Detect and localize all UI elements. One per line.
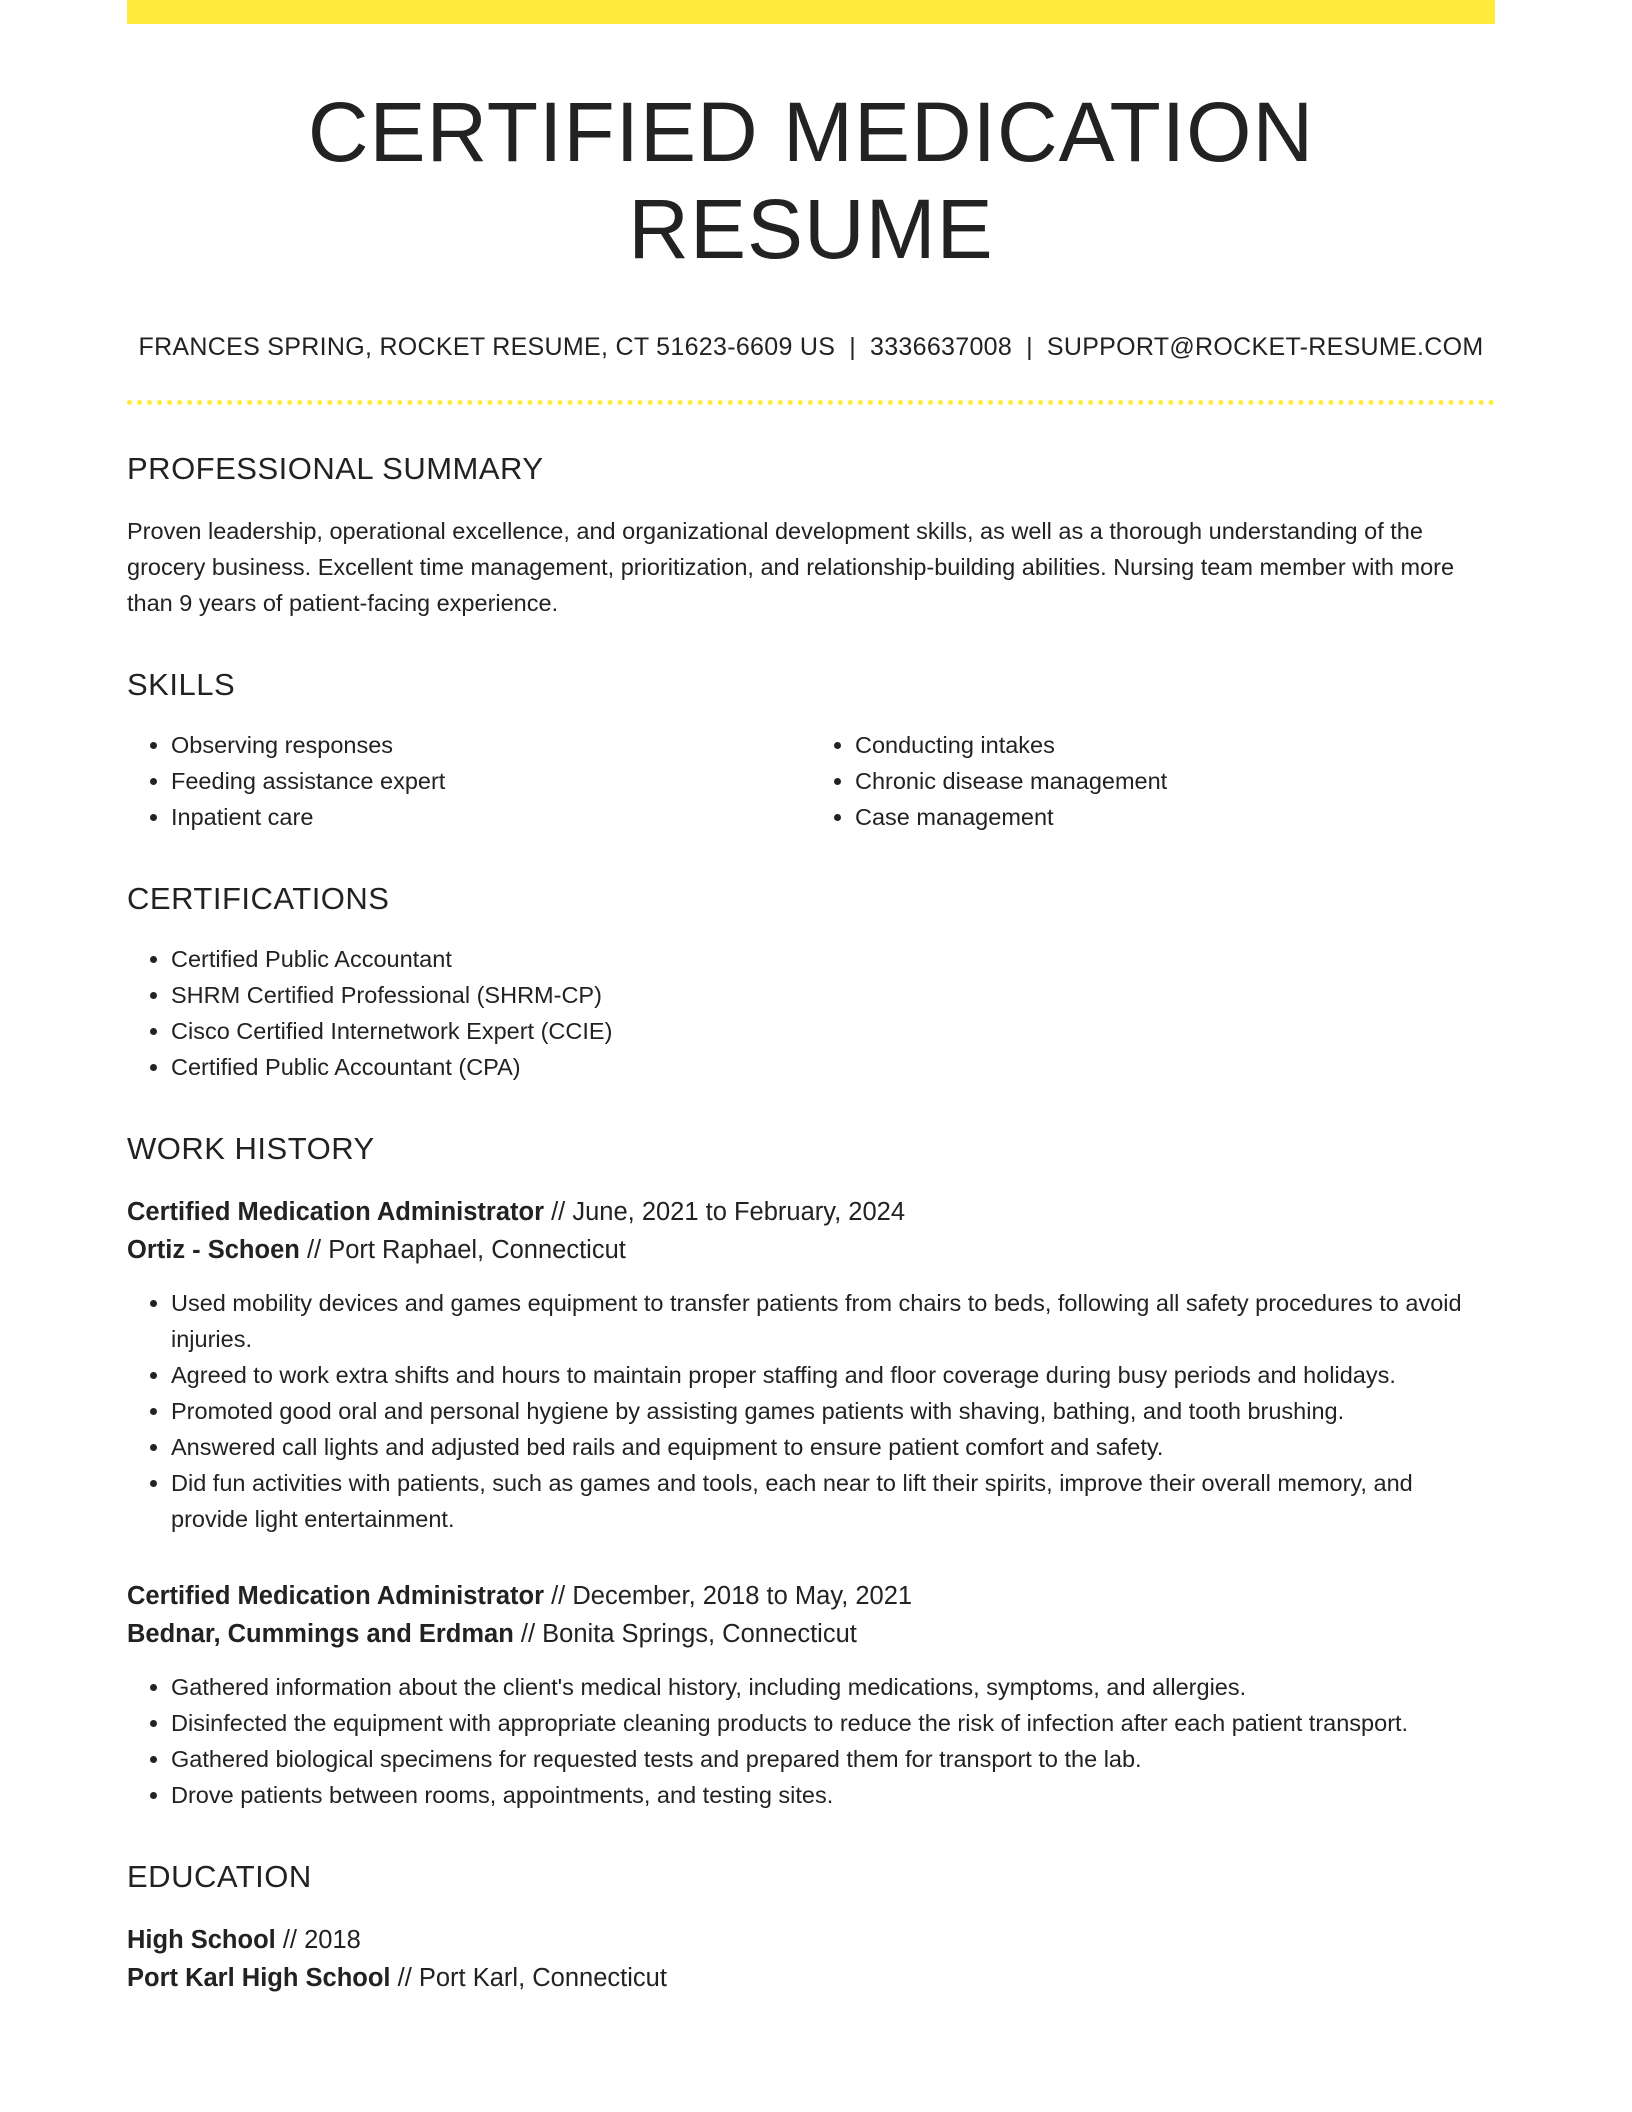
skill-item: • Conducting intakes <box>855 727 1495 763</box>
job-title: Certified Medication Administrator <box>127 1582 545 1611</box>
resume-title: CERTIFIED MEDICATION RESUME <box>307 85 1315 276</box>
contact-email: SUPPORT@ROCKET-RESUME.COM <box>1046 333 1484 362</box>
job-title-line <box>127 1193 1495 1231</box>
section-heading: PROFESSIONAL SUMMARY <box>127 451 544 487</box>
job-dates: // June, 2021 to February, 2024 <box>544 1198 906 1227</box>
skill-item: • Chronic disease management <box>855 763 1495 799</box>
work-history-section <box>127 1131 1495 1813</box>
education-degree: High School <box>127 1926 276 1955</box>
education-school: Port Karl High School <box>127 1964 391 1993</box>
top-accent-bar <box>127 0 1495 24</box>
job-bullet: • Disinfected the equipment with appropriate cleaning products to reduce the risk of infection after each patient transport. <box>171 1705 1495 1741</box>
professional-summary-section <box>127 451 1495 621</box>
job-bullet: • Drove patients between rooms, appointments, and testing sites. <box>171 1777 1495 1813</box>
job-title: Certified Medication Administrator <box>127 1198 545 1227</box>
job-company: Bednar, Cummings and Erdman <box>127 1620 514 1649</box>
skills-grid <box>127 727 1495 835</box>
education-location: // Port Karl, Connecticut <box>390 1964 667 1993</box>
job-bullet: • Agreed to work extra shifts and hours to maintain proper staffing and floor coverage during busy periods and holidays. <box>171 1357 1495 1393</box>
dotted-divider <box>127 400 1495 405</box>
job-location: // Port Raphael, Connecticut <box>299 1236 626 1265</box>
resume-content <box>127 0 1495 1997</box>
summary-text: Proven leadership, operational excellence, and organizational development skills, as well as a thorough understanding of the grocery business. Excellent time management, prioritization, and relationship-building abilities. Nursing team member with more than 9 years of patient-facing experience. <box>127 518 1455 617</box>
job-bullets <box>127 1285 1495 1537</box>
skill-item: • Case management <box>855 799 1495 835</box>
certification-item: • SHRM Certified Professional (SHRM-CP) <box>171 977 1495 1013</box>
job-company: Ortiz - Schoen <box>127 1236 300 1265</box>
job-bullets <box>127 1669 1495 1813</box>
certification-item: • Certified Public Accountant <box>171 941 1495 977</box>
job-bullet: • Gathered biological specimens for requested tests and prepared them for transport to the lab. <box>171 1741 1495 1777</box>
certifications-list <box>127 941 1495 1085</box>
education-year: // 2018 <box>275 1926 361 1955</box>
skills-list-left <box>127 727 811 835</box>
job-company-line <box>127 1615 1495 1653</box>
job-bullet: • Gathered information about the client's medical history, including medications, symptoms, and allergies. <box>171 1669 1495 1705</box>
skills-section <box>127 667 1495 835</box>
education-school-line <box>127 1959 1495 1997</box>
job-entry <box>127 1577 1495 1813</box>
contact-separator: | <box>849 333 857 362</box>
job-title-line <box>127 1577 1495 1615</box>
contact-phone: 3336637008 <box>870 333 1013 362</box>
skills-list-right <box>811 727 1495 835</box>
job-entry <box>127 1193 1495 1537</box>
contact-line <box>127 333 1495 362</box>
section-heading: EDUCATION <box>127 1859 312 1895</box>
contact-separator: | <box>1026 333 1033 362</box>
job-bullet: • Answered call lights and adjusted bed rails and equipment to ensure patient comfort and safety. <box>171 1429 1495 1465</box>
skill-item: • Observing responses <box>171 727 811 763</box>
certifications-section <box>127 881 1495 1085</box>
job-bullet: • Did fun activities with patients, such as games and tools, each near to lift their spirits, improve their overall memory, and provide light entertainment. <box>171 1465 1495 1537</box>
certification-item: • Cisco Certified Internetwork Expert (CCIE) <box>171 1013 1495 1049</box>
skill-item: • Inpatient care <box>171 799 811 835</box>
job-location: // Bonita Springs, Connecticut <box>513 1620 857 1649</box>
section-heading: CERTIFICATIONS <box>127 881 390 917</box>
section-heading: SKILLS <box>127 667 236 703</box>
skill-item: • Feeding assistance expert <box>171 763 811 799</box>
job-bullet: • Used mobility devices and games equipment to transfer patients from chairs to beds, following all safety procedures to avoid injuries. <box>171 1285 1495 1357</box>
job-company-line <box>127 1231 1495 1269</box>
section-heading: WORK HISTORY <box>127 1131 375 1167</box>
education-degree-line <box>127 1921 1495 1959</box>
certification-item: • Certified Public Accountant (CPA) <box>171 1049 1495 1085</box>
job-bullet: • Promoted good oral and personal hygiene by assisting games patients with shaving, bathing, and tooth brushing. <box>171 1393 1495 1429</box>
job-dates: // December, 2018 to May, 2021 <box>544 1582 913 1611</box>
contact-address: FRANCES SPRING, ROCKET RESUME, CT 51623-6609 US <box>138 333 836 362</box>
education-section <box>127 1859 1495 1997</box>
